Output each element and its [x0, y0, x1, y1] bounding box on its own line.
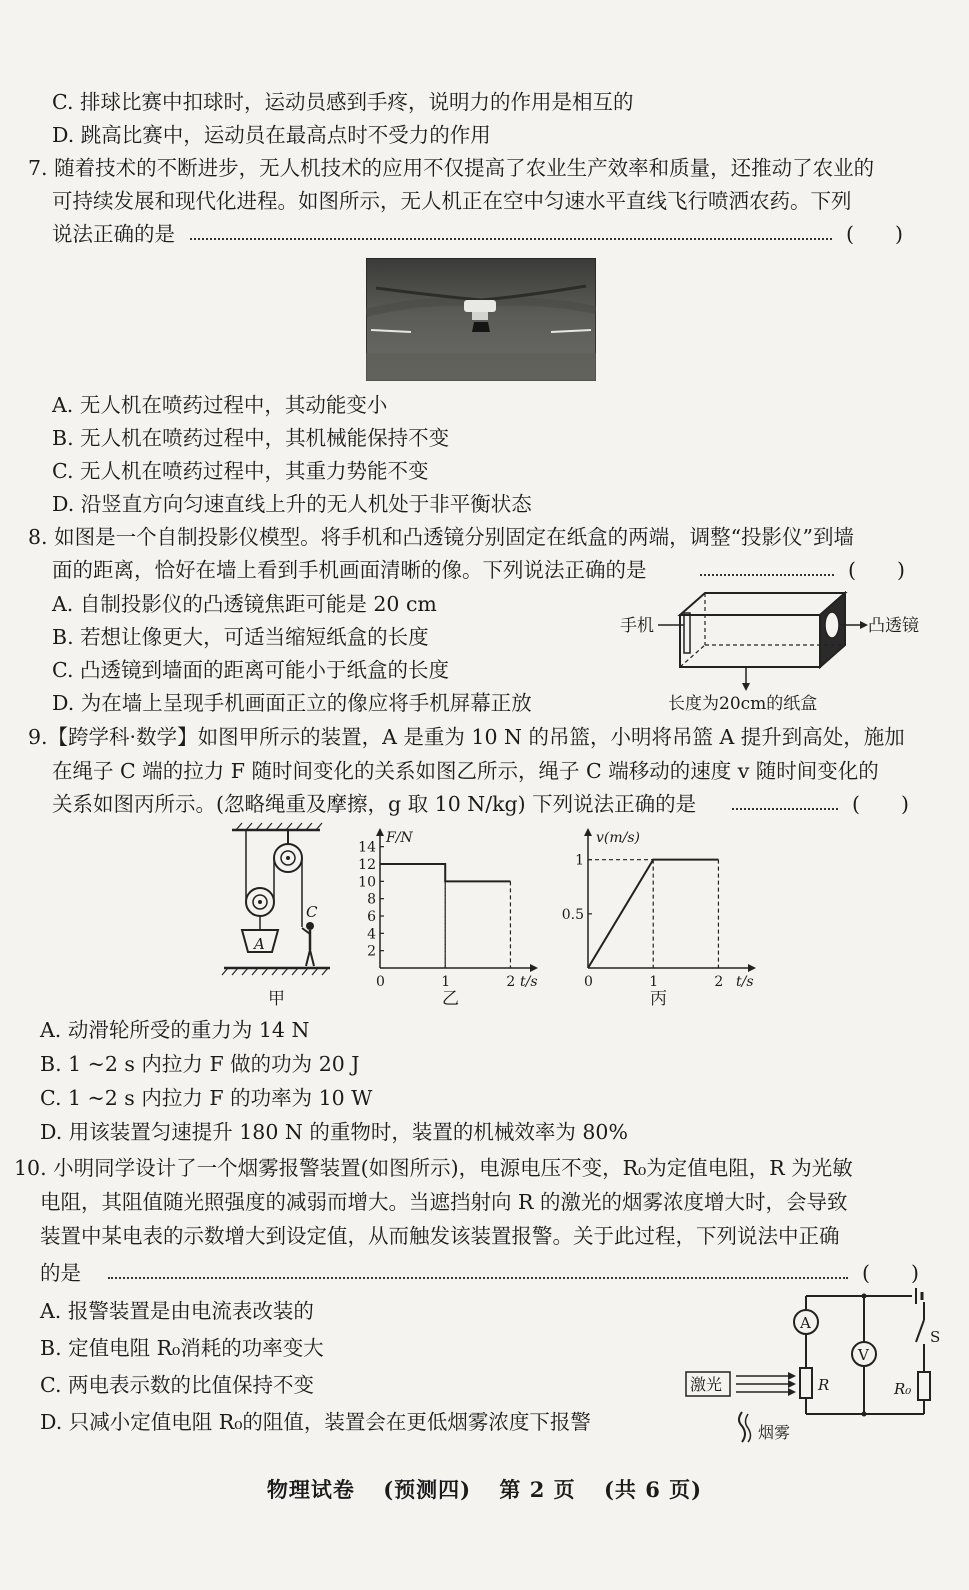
q9-option-a: A. 动滑轮所受的重力为 14 N — [40, 1018, 310, 1042]
photoresistor-label: R — [818, 1376, 830, 1394]
q8-option-a: A. 自制投影仪的凸透镜焦距可能是 20 cm — [52, 592, 437, 616]
q9-option-c: C. 1 ~2 s 内拉力 F 的功率为 10 W — [40, 1086, 373, 1110]
laser-label: 激光 — [690, 1375, 723, 1394]
q9-stem-line1: 9.【跨学科·数学】如图甲所示的装置，A 是重为 10 N 的吊篮，小明将吊篮 A 提升到高处，施加 — [28, 725, 905, 749]
answer-paren: ( ) — [848, 558, 905, 582]
answer-leader-dots — [732, 808, 838, 810]
y-tick-label: 4 — [367, 926, 376, 943]
q7-option-c: C. 无人机在喷药过程中，其重力势能不变 — [52, 459, 429, 483]
q10-stem-line2: 电阻，其阻值随光照强度的减弱而增大。当遮挡射向 R 的激光的烟雾浓度增大时，会导致 — [40, 1190, 848, 1214]
lens-label: 凸透镜 — [868, 616, 919, 636]
y-axis-label: F/N — [386, 830, 413, 846]
x-axis-label: t/s — [736, 974, 754, 990]
q10-option-b: B. 定值电阻 R₀消耗的功率变大 — [40, 1336, 324, 1360]
answer-leader-dots — [700, 574, 834, 576]
y-tick-label: 1 — [575, 852, 584, 869]
pulley-system-figure — [220, 822, 340, 1017]
rope-end-label: C — [306, 903, 318, 921]
q8-stem-line2: 面的距离，恰好在墙上看到手机画面清晰的像。下列说法正确的是 — [52, 558, 647, 582]
basket-label: A — [254, 935, 265, 953]
phone-label: 手机 — [620, 616, 654, 636]
figure-yi-caption: 乙 — [442, 989, 459, 1009]
series-line — [380, 864, 510, 881]
q8-option-d: D. 为在墙上呈现手机画面正立的像应将手机屏幕正放 — [52, 691, 532, 715]
x-tick-label: 2 — [506, 974, 516, 990]
q10-stem-line1: 10. 小明同学设计了一个烟雾报警装置(如图所示)，电源电压不变，R₀为定值电阻，R 为光敏 — [14, 1156, 853, 1180]
y-tick-label: 12 — [358, 857, 376, 873]
y-tick-label: 2 — [367, 943, 376, 960]
box-length-label: 长度为20cm的纸盒 — [668, 694, 818, 714]
answer-leader-dots — [190, 238, 832, 240]
q10-option-c: C. 两电表示数的比值保持不变 — [40, 1373, 314, 1397]
smoke-icon — [739, 1412, 745, 1442]
answer-paren: ( ) — [852, 792, 909, 816]
smoke-alarm-circuit — [680, 1284, 950, 1454]
q7-option-a: A. 无人机在喷药过程中，其动能变小 — [52, 393, 388, 417]
y-tick-label: 10 — [358, 874, 376, 891]
y-tick-label: 8 — [367, 891, 376, 908]
q7-stem-line3: 说法正确的是 — [52, 222, 175, 246]
q10-stem-line4: 的是 — [40, 1261, 81, 1285]
x-tick-label: 0 — [376, 974, 385, 990]
switch-label: S — [930, 1328, 941, 1346]
figure-jia-caption: 甲 — [268, 989, 285, 1009]
force-time-graph — [350, 822, 550, 1017]
q10-option-a: A. 报警装置是由电流表改装的 — [40, 1299, 314, 1323]
q7-option-d: D. 沿竖直方向匀速直线上升的无人机处于非平衡状态 — [52, 492, 532, 516]
footer-page: 第 2 页 — [499, 1477, 576, 1502]
q7-stem-line2: 可持续发展和现代化进程。如图所示，无人机正在空中匀速水平直线飞行喷洒农药。下列 — [52, 189, 852, 213]
footer-subject: 物理试卷 — [266, 1477, 355, 1502]
answer-leader-dots — [108, 1277, 848, 1279]
page-footer — [0, 1474, 969, 1504]
q8-option-b: B. 若想让像更大，可适当缩短纸盒的长度 — [52, 625, 429, 649]
q7-option-b: B. 无人机在喷药过程中，其机械能保持不变 — [52, 426, 450, 450]
voltmeter-label: V — [858, 1346, 869, 1364]
footer-edition: (预测四) — [383, 1477, 472, 1502]
smoke-label: 烟雾 — [758, 1423, 791, 1442]
y-axis-label: v(m/s) — [596, 830, 641, 846]
resistor-r0-label: R₀ — [894, 1380, 912, 1398]
q9-stem-line3: 关系如图丙所示。(忽略绳重及摩擦，g 取 10 N/kg) 下列说法正确的是 — [52, 792, 697, 816]
q8-stem-line1: 8. 如图是一个自制投影仪模型。将手机和凸透镜分别固定在纸盒的两端，调整“投影仪”到墙 — [28, 525, 855, 549]
q10-option-d: D. 只减小定值电阻 R₀的阻值，装置会在更低烟雾浓度下报警 — [40, 1410, 591, 1434]
y-tick-label: 0.5 — [561, 906, 584, 923]
q10-stem-line3: 装置中某电表的示数增大到设定值，从而触发该装置报警。关于此过程，下列说法中正确 — [40, 1224, 840, 1248]
q6-option-d: D. 跳高比赛中，运动员在最高点时不受力的作用 — [52, 123, 491, 147]
q6-option-c: C. 排球比赛中扣球时，运动员感到手疼，说明力的作用是相互的 — [52, 90, 634, 114]
figure-bing-caption: 丙 — [650, 989, 667, 1009]
y-tick-label: 6 — [367, 909, 376, 925]
x-axis-label: t/s — [520, 974, 538, 990]
q7-stem-line1: 7. 随着技术的不断进步，无人机技术的应用不仅提高了农业生产效率和质量，还推动了农业的 — [28, 156, 875, 180]
q8-option-c: C. 凸透镜到墙面的距离可能小于纸盒的长度 — [52, 658, 449, 682]
x-tick-label: 0 — [584, 974, 593, 990]
answer-paren: ( ) — [846, 222, 903, 246]
x-tick-label: 1 — [441, 974, 451, 990]
answer-paren: ( ) — [862, 1261, 919, 1285]
projector-box-diagram — [610, 585, 930, 715]
y-tick-label: 14 — [358, 839, 376, 856]
footer-total: (共 6 页) — [603, 1477, 703, 1502]
drone-photo — [366, 258, 596, 381]
q9-option-d: D. 用该装置匀速提升 180 N 的重物时，装置的机械效率为 80% — [40, 1120, 628, 1144]
q9-option-b: B. 1 ~2 s 内拉力 F 做的功为 20 J — [40, 1052, 360, 1076]
velocity-time-graph — [558, 822, 768, 1017]
x-tick-label: 1 — [649, 974, 659, 990]
q9-stem-line2: 在绳子 C 端的拉力 F 随时间变化的关系如图乙所示，绳子 C 端移动的速度 v 随时间变化的 — [52, 759, 879, 783]
x-tick-label: 2 — [714, 974, 724, 990]
ammeter-label: A — [800, 1314, 811, 1332]
